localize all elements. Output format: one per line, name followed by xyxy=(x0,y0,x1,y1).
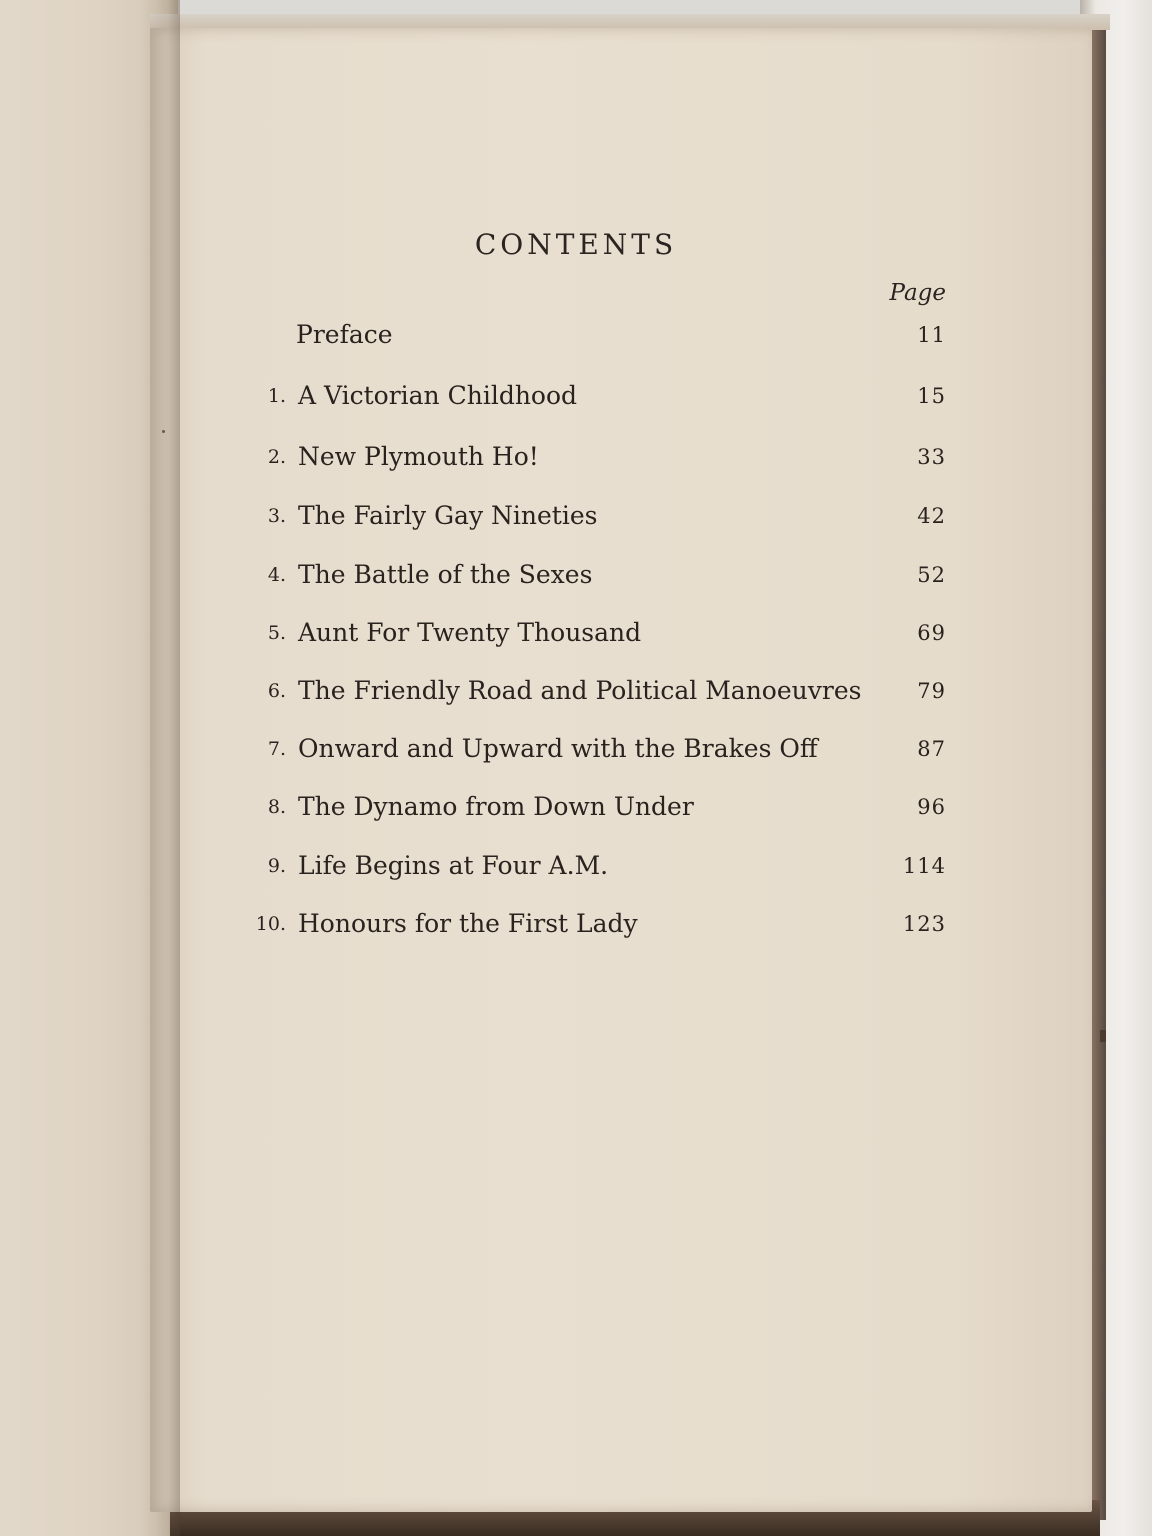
page-column-label: Page xyxy=(889,280,946,306)
toc-entry-6 xyxy=(240,676,946,712)
toc-entry-number: 7. xyxy=(267,738,286,760)
toc-entry-title: The Dynamo from Down Under xyxy=(298,792,694,821)
toc-entry-2 xyxy=(240,442,946,478)
toc-entry-8 xyxy=(240,792,946,828)
toc-entry-number: 1. xyxy=(267,385,286,407)
toc-entry-number: 3. xyxy=(267,505,286,527)
toc-entry-title: Aunt For Twenty Thousand xyxy=(298,618,642,647)
toc-entry-page: 52 xyxy=(917,563,946,587)
toc-entry-title: Life Begins at Four A.M. xyxy=(298,851,609,880)
toc-entry-page: 69 xyxy=(917,621,946,645)
toc-entry-number: 4. xyxy=(267,564,286,586)
toc-entry-10 xyxy=(240,909,946,945)
toc-entry-page: 96 xyxy=(917,795,946,819)
toc-entry-9 xyxy=(240,851,946,887)
toc-entry-title: Onward and Upward with the Brakes Off xyxy=(298,734,818,763)
toc-entry-page: 123 xyxy=(902,912,946,936)
toc-entry-1 xyxy=(240,381,946,417)
toc-entry-number: 9. xyxy=(267,855,286,877)
toc-entry-title: The Fairly Gay Nineties xyxy=(298,501,598,530)
toc-entry-page: 11 xyxy=(917,323,946,347)
toc-entry-title: The Battle of the Sexes xyxy=(298,560,593,589)
toc-entry-number: 8. xyxy=(267,796,286,818)
toc-entry-preface xyxy=(240,320,946,356)
contents-heading: CONTENTS xyxy=(474,228,678,261)
toc-entry-page: 42 xyxy=(917,504,946,528)
toc-entry-7 xyxy=(240,734,946,770)
toc-entry-title: Honours for the First Lady xyxy=(298,909,638,938)
toc-entry-page: 87 xyxy=(917,737,946,761)
toc-entry-page: 79 xyxy=(917,679,946,703)
toc-entry-page: 33 xyxy=(917,445,946,469)
toc-entry-title: New Plymouth Ho! xyxy=(298,442,539,471)
toc-entry-number: 5. xyxy=(267,622,286,644)
toc-entry-title: The Friendly Road and Political Manoeuvres xyxy=(298,676,862,705)
toc-entry-number: 2. xyxy=(267,446,286,468)
toc-entry-number: 6. xyxy=(267,680,286,702)
toc-entry-page: 15 xyxy=(917,384,946,408)
toc-entry-number: 10. xyxy=(255,913,286,935)
toc-entry-5 xyxy=(240,618,946,654)
toc-entry-title: Preface xyxy=(296,320,393,349)
toc-entry-title: A Victorian Childhood xyxy=(298,381,578,410)
toc-entry-page: 114 xyxy=(902,854,946,878)
toc-entry-4 xyxy=(240,560,946,596)
toc-entry-3 xyxy=(240,501,946,537)
